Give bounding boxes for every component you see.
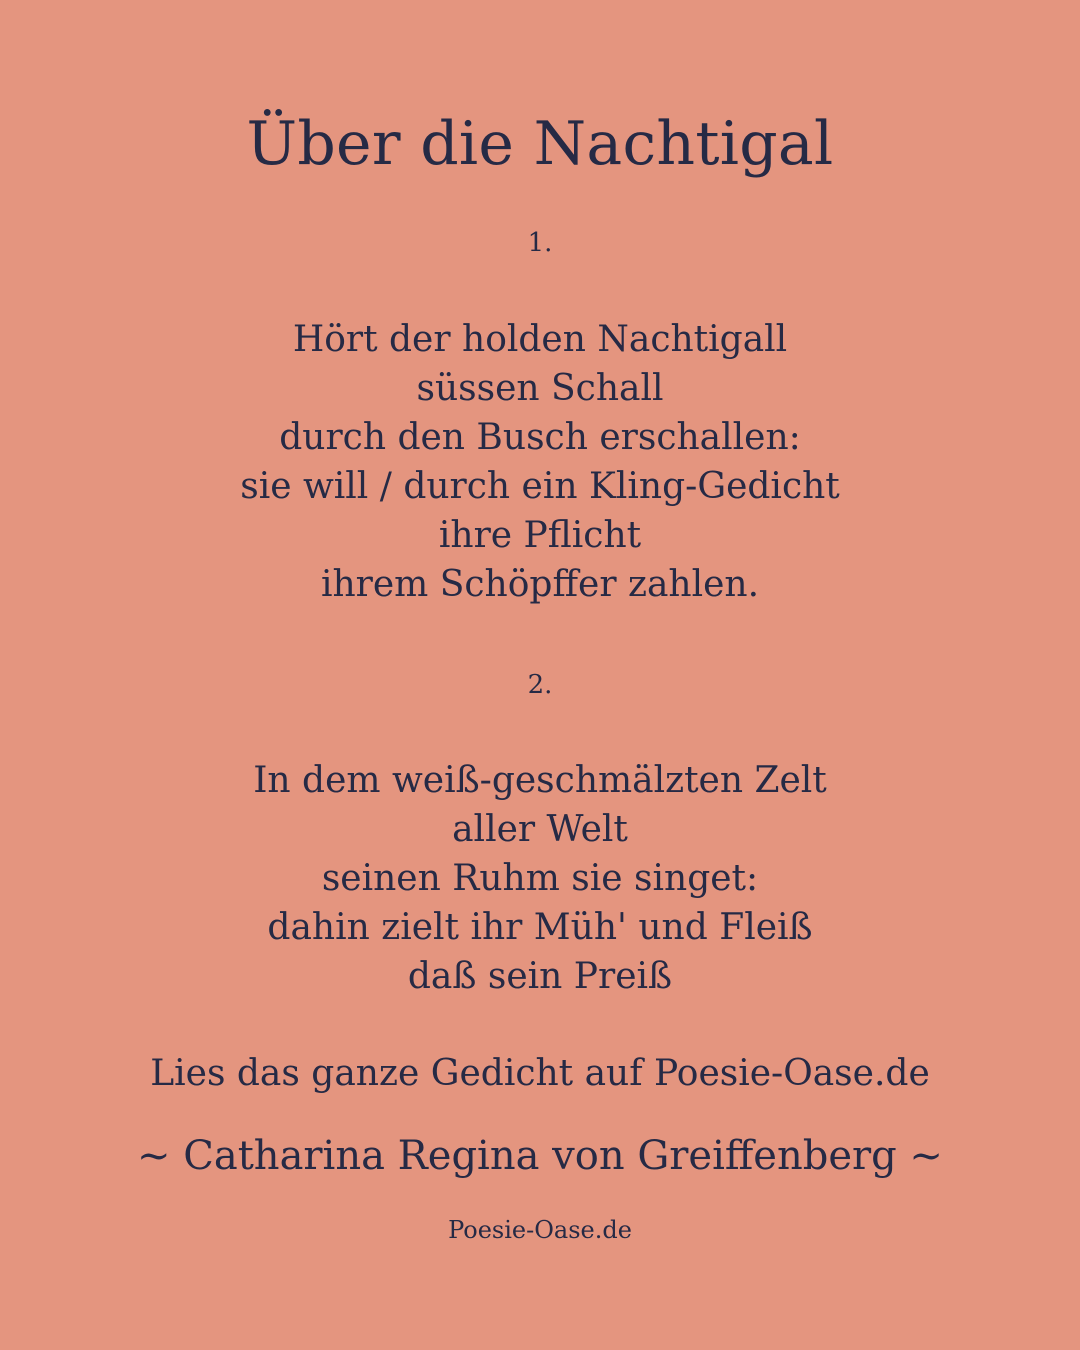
poem-line: dahin zielt ihr Müh' und Fleiß	[267, 907, 813, 948]
poem-title: Über die Nachtigal	[246, 109, 834, 179]
site-watermark: Poesie-Oase.de	[448, 1216, 632, 1244]
stanza	[0, 756, 1080, 1001]
author-name: ~ Catharina Regina von Greiffenberg ~	[137, 1133, 943, 1179]
poem-line: aller Welt	[452, 809, 628, 850]
poem-line: durch den Busch erschallen:	[279, 417, 801, 458]
poem-line: In dem weiß-geschmälzten Zelt	[253, 760, 827, 801]
stanza-number: 2.	[527, 670, 553, 700]
poem-line: seinen Ruhm sie singet:	[321, 858, 759, 899]
read-more-text: Lies das ganze Gedicht auf Poesie-Oase.de	[150, 1053, 930, 1094]
stanza-number: 1.	[527, 228, 553, 258]
poem-line: daß sein Preiß	[407, 956, 673, 997]
poem-line: ihrem Schöpffer zahlen.	[320, 564, 760, 605]
poem-line: sie will / durch ein Kling-Gedicht	[240, 466, 840, 507]
stanza	[0, 315, 1080, 609]
poem-line: ihre Pflicht	[438, 515, 642, 556]
poem-line: süssen Schall	[416, 368, 664, 409]
poem-line: Hört der holden Nachtigall	[292, 319, 788, 360]
